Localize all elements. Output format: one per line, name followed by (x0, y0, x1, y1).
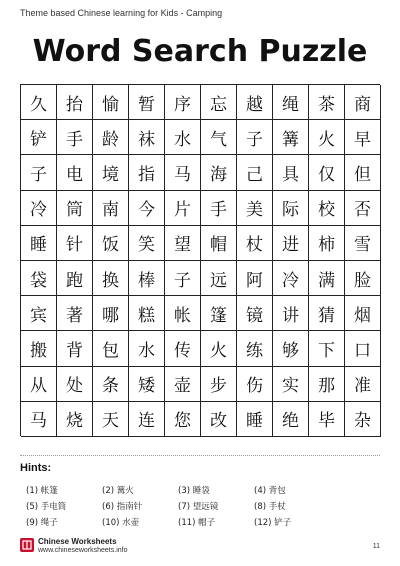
grid-cell: 手 (57, 120, 93, 155)
grid-cell: 袜 (129, 120, 165, 155)
grid-cell: 校 (309, 191, 345, 226)
grid-cell: 够 (273, 331, 309, 366)
grid-cell: 哪 (93, 296, 129, 331)
grid-cell: 铲 (21, 120, 57, 155)
hint-item: (7) 望远镜 (178, 502, 219, 512)
grid-cell: 满 (309, 261, 345, 296)
grid-cell: 篷 (201, 296, 237, 331)
grid-cell: 否 (345, 191, 381, 226)
grid-cell: 饭 (93, 226, 129, 261)
grid-cell: 条 (93, 367, 129, 402)
hint-item: (12) 铲子 (254, 518, 292, 528)
grid-cell: 糕 (129, 296, 165, 331)
grid-cell: 天 (93, 402, 129, 437)
grid-cell: 处 (57, 367, 93, 402)
hints-heading: Hints: (20, 462, 52, 474)
grid-cell: 火 (309, 120, 345, 155)
grid-cell: 今 (129, 191, 165, 226)
grid-cell: 仅 (309, 155, 345, 190)
grid-cell: 子 (21, 155, 57, 190)
grid-cell: 美 (237, 191, 273, 226)
grid-cell: 矮 (129, 367, 165, 402)
grid-cell: 际 (273, 191, 309, 226)
grid-cell: 烟 (345, 296, 381, 331)
grid-cell: 阿 (237, 261, 273, 296)
grid-cell: 境 (93, 155, 129, 190)
grid-cell: 水 (165, 120, 201, 155)
grid-cell: 片 (165, 191, 201, 226)
grid-cell: 马 (21, 402, 57, 437)
hint-item: (6) 指南针 (102, 502, 143, 512)
grid-cell: 进 (273, 226, 309, 261)
grid-cell: 火 (201, 331, 237, 366)
grid-cell: 杂 (345, 402, 381, 437)
grid-cell: 越 (237, 85, 273, 120)
hint-item: (8) 手杖 (254, 502, 286, 512)
grid-cell: 毕 (309, 402, 345, 437)
worksheet-theme-label: Theme based Chinese learning for Kids - Camping (20, 8, 223, 18)
grid-cell: 具 (273, 155, 309, 190)
grid-cell: 口 (345, 331, 381, 366)
grid-cell: 暂 (129, 85, 165, 120)
hint-item: (10) 水壶 (102, 518, 140, 528)
grid-cell: 早 (345, 120, 381, 155)
hint-item: (5) 手电筒 (26, 502, 67, 512)
grid-cell: 子 (165, 261, 201, 296)
page-number: 11 (372, 543, 380, 550)
grid-cell: 序 (165, 85, 201, 120)
hint-item: (3) 睡袋 (178, 486, 210, 496)
hint-item: (11) 帽子 (178, 518, 216, 528)
grid-cell: 篝 (273, 120, 309, 155)
grid-cell: 连 (129, 402, 165, 437)
grid-cell: 脸 (345, 261, 381, 296)
grid-cell: 雪 (345, 226, 381, 261)
grid-cell: 抬 (57, 85, 93, 120)
grid-cell: 搬 (21, 331, 57, 366)
hint-item: (9) 绳子 (26, 518, 58, 528)
grid-cell: 那 (309, 367, 345, 402)
grid-cell: 冷 (21, 191, 57, 226)
grid-cell: 电 (57, 155, 93, 190)
grid-cell: 商 (345, 85, 381, 120)
grid-cell: 忘 (201, 85, 237, 120)
page-title: Word Search Puzzle (32, 34, 368, 69)
grid-cell: 伤 (237, 367, 273, 402)
grid-cell: 包 (93, 331, 129, 366)
grid-cell: 绝 (273, 402, 309, 437)
grid-cell: 猜 (309, 296, 345, 331)
hints-list (26, 484, 386, 528)
brand-url: www.chineseworksheets.info (38, 547, 128, 554)
grid-cell: 背 (57, 331, 93, 366)
grid-cell: 宾 (21, 296, 57, 331)
grid-cell: 讲 (273, 296, 309, 331)
grid-cell: 久 (21, 85, 57, 120)
grid-cell: 马 (165, 155, 201, 190)
grid-cell: 袋 (21, 261, 57, 296)
grid-cell: 您 (165, 402, 201, 437)
grid-cell: 远 (201, 261, 237, 296)
grid-cell: 准 (345, 367, 381, 402)
grid-cell: 水 (129, 331, 165, 366)
grid-cell: 传 (165, 331, 201, 366)
grid-cell: 睡 (237, 402, 273, 437)
grid-cell: 下 (309, 331, 345, 366)
grid-cell: 镜 (237, 296, 273, 331)
brand-logo-icon (20, 538, 34, 552)
grid-cell: 龄 (93, 120, 129, 155)
hint-item: (2) 篝火 (102, 486, 134, 496)
grid-cell: 练 (237, 331, 273, 366)
grid-cell: 针 (57, 226, 93, 261)
grid-cell: 望 (165, 226, 201, 261)
grid-cell: 冷 (273, 261, 309, 296)
grid-cell: 愉 (93, 85, 129, 120)
grid-cell: 手 (201, 191, 237, 226)
grid-cell: 睡 (21, 226, 57, 261)
grid-cell: 子 (237, 120, 273, 155)
grid-cell: 棒 (129, 261, 165, 296)
grid-cell: 改 (201, 402, 237, 437)
grid-cell: 气 (201, 120, 237, 155)
section-divider (20, 455, 380, 456)
hint-item: (4) 背包 (254, 486, 286, 496)
brand-name: Chinese Worksheets (38, 537, 117, 546)
hint-item: (1) 帐篷 (26, 486, 58, 496)
grid-cell: 柿 (309, 226, 345, 261)
grid-cell: 帽 (201, 226, 237, 261)
grid-cell: 指 (129, 155, 165, 190)
grid-cell: 杖 (237, 226, 273, 261)
grid-cell: 笑 (129, 226, 165, 261)
grid-cell: 跑 (57, 261, 93, 296)
grid-cell: 海 (201, 155, 237, 190)
grid-cell: 筒 (57, 191, 93, 226)
grid-cell: 茶 (309, 85, 345, 120)
grid-cell: 从 (21, 367, 57, 402)
word-search-grid (20, 84, 380, 436)
grid-cell: 著 (57, 296, 93, 331)
grid-cell: 烧 (57, 402, 93, 437)
grid-cell: 换 (93, 261, 129, 296)
grid-cell: 壶 (165, 367, 201, 402)
grid-cell: 南 (93, 191, 129, 226)
grid-cell: 己 (237, 155, 273, 190)
grid-cell: 实 (273, 367, 309, 402)
grid-cell: 步 (201, 367, 237, 402)
grid-cell: 绳 (273, 85, 309, 120)
grid-cell: 帐 (165, 296, 201, 331)
grid-cell: 但 (345, 155, 381, 190)
